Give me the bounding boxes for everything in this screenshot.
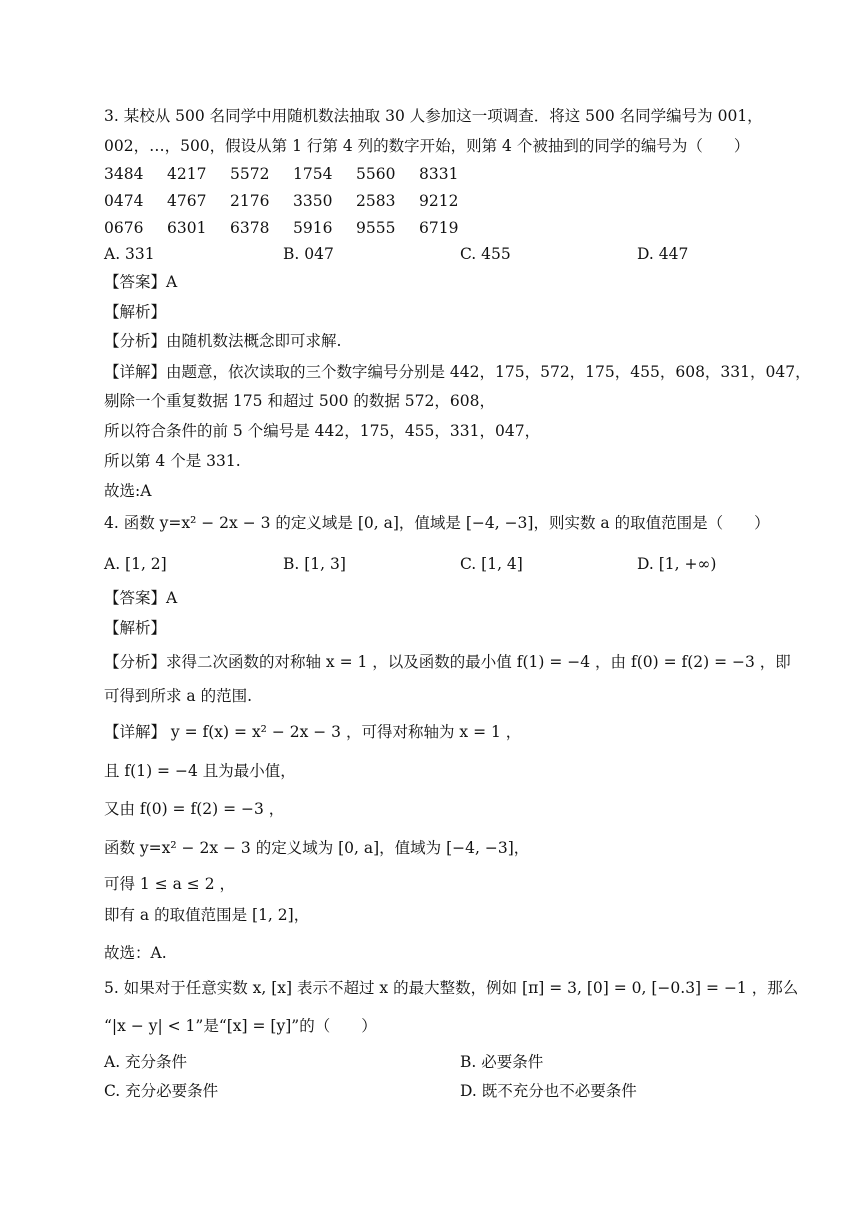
table-cell: 4767	[167, 192, 207, 210]
q4-detail-line2: 且 f(1) = −4 且为最小值，	[104, 762, 296, 780]
q3-stem-line1: 3. 某校从 500 名同学中用随机数法抽取 30 人参加这一项调查．将这 500 名同学编号为 001，	[104, 107, 763, 125]
table-cell: 3484	[104, 165, 144, 183]
q5-stem-line2: “|x − y| < 1”是“[x] = [y]”的（ ）	[104, 1017, 377, 1035]
table-cell: 0676	[104, 219, 144, 237]
option-d: D. 447	[637, 245, 689, 263]
option-d: D. [1, +∞)	[637, 555, 717, 573]
q4-detail-line4: 函数 y=x² − 2x − 3 的定义域为 [0, a]，值域为 [−4, −3]，	[104, 839, 530, 857]
q4-choice: 故选：A.	[104, 944, 167, 962]
q4-answer: 【答案】A	[104, 589, 178, 607]
q4-detail-line6: 即有 a 的取值范围是 [1, 2]，	[104, 906, 310, 924]
table-cell: 6378	[230, 219, 270, 237]
q5-stem-line1: 5. 如果对于任意实数 x, [x] 表示不超过 x 的最大整数，例如 [π] = 3, [0] = 0, [−0.3] = −1 ，那么	[104, 979, 799, 997]
q3-detail-line3: 所以符合条件的前 5 个编号是 442，175，455，331，047，	[104, 422, 541, 440]
q4-detail-line3: 又由 f(0) = f(2) = −3 ，	[104, 800, 285, 818]
q3-detail-line4: 所以第 4 个是 331.	[104, 452, 241, 470]
q3-detail-line1: 【详解】由题意，依次读取的三个数字编号分别是 442，175，572，175，455，608，331，047，	[104, 363, 811, 381]
option-b: B. 必要条件	[460, 1053, 544, 1071]
q3-jiexi: 【解析】	[104, 303, 167, 321]
table-cell: 6301	[167, 219, 207, 237]
q4-detail-line1: 【详解】 y = f(x) = x² − 2x − 3 ，可得对称轴为 x = 1 ，	[104, 723, 522, 741]
table-cell: 2583	[356, 192, 396, 210]
q4-analysis-line2: 可得到所求 a 的范围.	[104, 687, 253, 705]
table-cell: 3350	[293, 192, 333, 210]
table-cell: 9555	[356, 219, 396, 237]
option-c: C. 455	[460, 245, 511, 263]
option-b: B. [1, 3]	[283, 555, 346, 573]
table-cell: 5916	[293, 219, 333, 237]
q3-choice: 故选:A	[104, 482, 152, 500]
option-a: A. [1, 2]	[104, 555, 167, 573]
table-cell: 5572	[230, 165, 270, 183]
option-c: C. 充分必要条件	[104, 1082, 219, 1100]
option-a: A. 331	[104, 245, 155, 263]
table-cell: 1754	[293, 165, 333, 183]
option-c: C. [1, 4]	[460, 555, 523, 573]
table-cell: 4217	[167, 165, 207, 183]
table-cell: 8331	[419, 165, 459, 183]
q4-jiexi: 【解析】	[104, 619, 167, 637]
q3-stem-line2: 002，…，500，假设从第 1 行第 4 列的数字开始，则第 4 个被抽到的同学的编号为（ ）	[104, 137, 750, 155]
q3-answer: 【答案】A	[104, 273, 178, 291]
q4-detail-line5: 可得 1 ≤ a ≤ 2 ，	[104, 875, 236, 893]
q3-analysis: 【分析】由随机数法概念即可求解.	[104, 332, 342, 350]
table-cell: 2176	[230, 192, 270, 210]
table-cell: 6719	[419, 219, 459, 237]
table-cell: 5560	[356, 165, 396, 183]
q4-stem: 4. 函数 y=x² − 2x − 3 的定义域是 [0, a]，值域是 [−4, −3]，则实数 a 的取值范围是（ ）	[104, 514, 770, 532]
q3-detail-line2: 剔除一个重复数据 175 和超过 500 的数据 572，608，	[104, 392, 495, 410]
option-b: B. 047	[283, 245, 334, 263]
option-d: D. 既不充分也不必要条件	[460, 1082, 637, 1100]
table-cell: 0474	[104, 192, 144, 210]
table-cell: 9212	[419, 192, 459, 210]
option-a: A. 充分条件	[104, 1053, 188, 1071]
q4-analysis-line1: 【分析】求得二次函数的对称轴 x = 1 ，以及函数的最小值 f(1) = −4 ，由 f(0) = f(2) = −3 ，即	[104, 653, 791, 671]
